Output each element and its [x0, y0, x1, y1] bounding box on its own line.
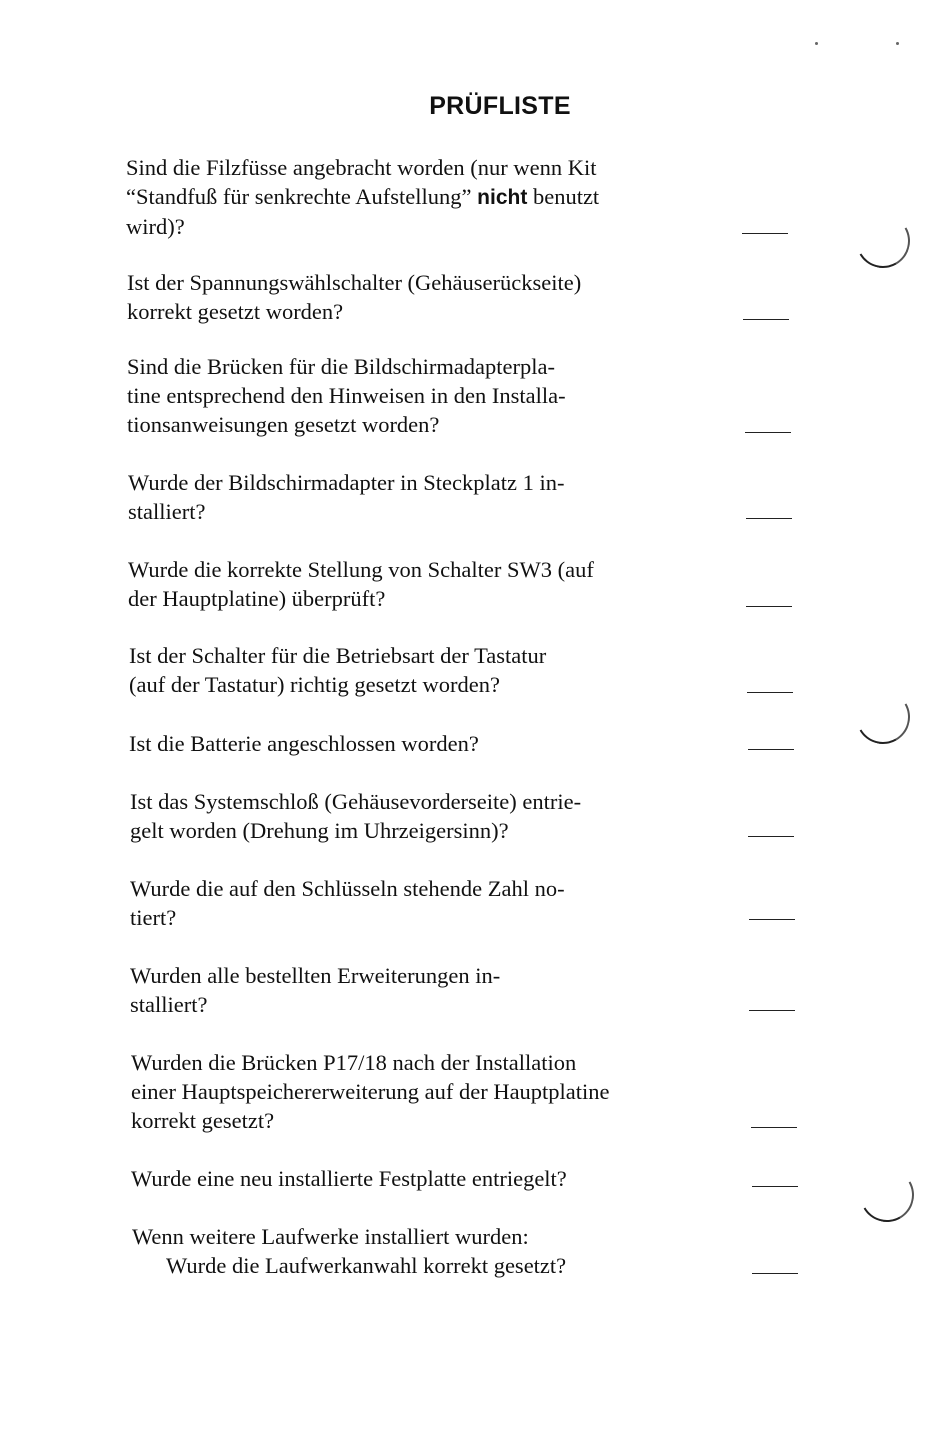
item-text-line: Ist das Systemschloß (Gehäusevorderseite) entrie- [130, 789, 582, 814]
checkbox-blank-line[interactable] [752, 1273, 798, 1274]
item-text-fragment: benutzt [532, 184, 600, 209]
checkbox-blank-line[interactable] [748, 836, 794, 837]
checklist-item-switch-sw3 [128, 555, 738, 613]
checkbox-blank-line[interactable] [748, 749, 794, 750]
checkbox-blank-line[interactable] [742, 233, 788, 234]
checklist-item-felt-feet [126, 153, 736, 241]
item-text-line: Sind die Filzfüsse angebracht worden (nur wenn Kit [126, 155, 597, 180]
item-text-line: tionsanweisungen gesetzt worden? [127, 412, 440, 437]
checklist-item-keyboard-mode [129, 641, 739, 699]
item-text-line: Ist der Schalter für die Betriebsart der Tastatur [129, 643, 547, 668]
checklist-item-battery [129, 729, 739, 758]
checklist-item-hard-disk [131, 1164, 741, 1193]
item-text-line: Wurde die auf den Schlüsseln stehende Zahl no- [130, 876, 565, 901]
binder-hole-mark-middle [850, 684, 916, 750]
checkbox-blank-line[interactable] [749, 919, 795, 920]
item-text-line: einer Hauptspeichererweiterung auf der Hauptplatine [131, 1079, 610, 1104]
item-text-line: Wurden die Brücken P17/18 nach der Installation [131, 1050, 577, 1075]
item-text-line: korrekt gesetzt? [131, 1108, 275, 1133]
checkbox-blank-line[interactable] [743, 319, 789, 320]
binder-hole-mark-bottom [854, 1162, 920, 1228]
checkbox-blank-line[interactable] [752, 1186, 798, 1187]
item-text-line: Wurde der Bildschirmadapter in Steckplatz 1 in- [128, 470, 565, 495]
checklist-item-key-number [130, 874, 740, 932]
item-text-line: Ist die Batterie angeschlossen worden? [129, 731, 479, 756]
binder-hole-mark-top [850, 208, 916, 274]
checkbox-blank-line[interactable] [746, 518, 792, 519]
item-text-line: korrekt gesetzt worden? [127, 299, 344, 324]
item-text-line: Wenn weitere Laufwerke installiert wurden: [132, 1224, 529, 1249]
item-text-line: der Hauptplatine) überprüft? [128, 586, 386, 611]
checklist-item-voltage-switch [127, 268, 737, 326]
item-text-line: stalliert? [130, 992, 208, 1017]
item-text-emphasis: nicht [477, 186, 528, 209]
item-text-line: Wurde die Laufwerkanwahl korrekt gesetzt? [166, 1253, 567, 1278]
checklist-item-display-adapter-slot [128, 468, 738, 526]
item-text-line: Sind die Brücken für die Bildschirmadapterpla- [127, 354, 556, 379]
item-text-fragment: “Standfuß für senkrechte Aufstellung” [126, 184, 472, 209]
item-text-line: (auf der Tastatur) richtig gesetzt worden? [129, 672, 500, 697]
page-title: PRÜFLISTE [429, 92, 571, 120]
item-text-line: tiert? [130, 905, 177, 930]
checklist-item-drive-select [132, 1222, 742, 1280]
item-text-line: wird)? [126, 214, 185, 239]
checkbox-blank-line[interactable] [745, 432, 791, 433]
item-text-line: Wurde eine neu installierte Festplatte entriegelt? [131, 1166, 567, 1191]
item-text-line: Wurden alle bestellten Erweiterungen in- [130, 963, 501, 988]
item-text-line: tine entsprechend den Hinweisen in den Installa- [127, 383, 566, 408]
item-text-line: stalliert? [128, 499, 206, 524]
checkbox-blank-line[interactable] [749, 1010, 795, 1011]
item-text-line: Wurde die korrekte Stellung von Schalter SW3 (auf [128, 557, 594, 582]
checklist-item-extensions [130, 961, 740, 1019]
checklist-item-memory-jumpers [131, 1048, 741, 1135]
speck-mark [815, 42, 818, 45]
speck-mark [896, 42, 899, 45]
checklist-item-display-adapter-jumpers [127, 352, 737, 439]
item-text-line: gelt worden (Drehung im Uhrzeigersinn)? [130, 818, 509, 843]
checklist-item-system-lock [130, 787, 740, 845]
item-text-line [126, 182, 736, 212]
item-text-line: Ist der Spannungswählschalter (Gehäuserückseite) [127, 270, 582, 295]
checkbox-blank-line[interactable] [747, 692, 793, 693]
checkbox-blank-line[interactable] [751, 1127, 797, 1128]
checkbox-blank-line[interactable] [746, 606, 792, 607]
